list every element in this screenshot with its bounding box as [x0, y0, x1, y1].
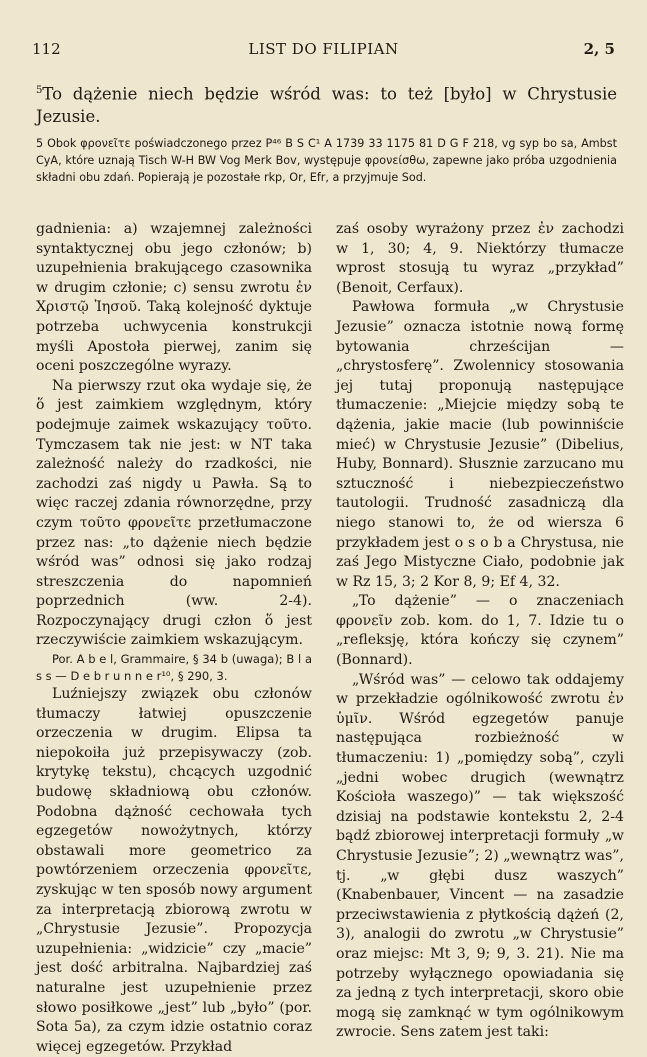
chapter-verse-reference: 2, 5 — [583, 40, 615, 58]
page-number: 112 — [32, 40, 61, 58]
paragraph: „Wśród was” — celowo tak oddajemy w przekładzie ogólnikowość zwrotu ἐν ὑμῖν. Wśród egzegetów panuje następująca rozbieżność w tłumaczeniu: 1) „pomiędzy sobą”, czyli „jedni wobec drugich (wewnątrz Kościoła waszego)” — tak większość dzisiaj na podstawie kontekstu 2, 2-4 bądź zbiorowej interpretacji formuły „w Chrystusie Jezusie”; 2) „wewnątrz was”, tj. „w głębi dusz waszych” (Knabenbauer, Vincent — na zasadzie przeciwstawienia z płytkością dążeń (2, 3), analogii do zwrotu „w Chrystusie” oraz miejsc: Mt 3, 9; 9, 3. 21). Nie ma potrzeby wyłącznego opowiadania się za jedną z tych interpretacji, skoro obie mogą się zamknąć w tym ogólnikowym zwrocie. Sens zatem jest taki: — [336, 671, 624, 1041]
paragraph: zaś osoby wyrażony przez ἐν zachodzi w 1, 30; 4, 9. Niektórzy tłumacze wprost stosują tu wyraz „przykład” (Benoit, Cerfaux). — [336, 221, 624, 296]
right-column — [336, 220, 624, 1043]
paragraph: Pawłowa formuła „w Chrystusie Jezusie” oznacza istotnie nową formę bytowania chrześcijan — „chrystosferę”. Zwolennicy stosowania jej tutaj proponują następujące tłumaczenie: „Miejcie między sobą te dążenia, jakie macie (lub powinniście mieć) w Chrystusie Jezusie” (Dibelius, Huby, Bonnard). Słusznie zarzucano mu sztuczność i niebezpieczeństwo tautologii. Trudność zasadniczą dla niego stanowi to, że od wiersza 6 przykładem jest o s o b a Chrystusa, nie zaś Jego Mistyczne Ciało, podobnie jak w Rz 15, 3; 2 Kor 8, 9; Ef 4, 32. — [336, 299, 624, 590]
paragraph: Na pierwszy rzut oka wydaje się, że ὅ jest zaimkiem względnym, który podejmuje zaimek wskazujący τοῦτο. Tymczasem tak nie jest: w NT taka zależność należy do rzadkości, nie zachodzi zaś nigdy u Pawła. Są to więc raczej zdania równorzędne, przy czym τοῦτο φρονεῖτε przetłumaczone przez nas: „to dążenie niech będzie wśród was” odnosi się jako rodzaj streszczenia do napomnień poprzednich (ww. 2-4). Rozpoczynający drugi człon ὅ jest rzeczywiście zaimkiem wskazującym. — [36, 377, 312, 649]
verse-text: To dążenie niech będzie wśród was: to też [było] w Chrystusie Jezusie. — [36, 84, 617, 126]
verse-number: 5 — [36, 85, 43, 96]
paragraph: „To dążenie” — o znaczeniach φρονεῖν zob. kom. do 1, 7. Idzie tu o „refleksję, która kończy się czynem” (Bonnard). — [336, 593, 624, 669]
reference-note: Por. A b e l, Grammaire, § 34 b (uwaga); B l a s s — D e b r u n n e r¹⁰, § 290, 3. — [36, 652, 312, 684]
paragraph: gadnienia: a) wzajemnej zależności syntaktycznej obu jego członów; b) uzupełnienia brakującego czasownika w drugim członie; c) sensu zwrotu ἐν Χριστῷ Ἰησοῦ. Taką kolejność dyktuje potrzeba uchwycenia konstrukcji myśli Apostoła pierwej, zanim się oceni poszczególne wyrazy. — [36, 221, 312, 375]
left-column — [36, 220, 312, 1057]
textual-criticism-note: 5 Obok φρονεῖτε poświadczonego przez P⁴⁶ B S C¹ A 1739 33 1175 81 D G F 218, vg syp bo sa, Ambst CyA, które uznają Tisch W-H BW Vog Merk Bov, występuje φρονείσθω, zapewne jako próba uzgodnienia składni obu zdań. Popierają je pozostałe rkp, Or, Efr, a przyjmuje Sod. — [36, 137, 617, 184]
paragraph: Luźniejszy związek obu członów tłumaczy łatwiej opuszczenie orzeczenia w drugim. Elipsa ta niepokoiła już przepisywaczy (zob. krytykę tekstu), chcących uzgodnić budowę składniową obu członów. Podobna dążność cechowała tych egzegetów nowożytnych, którzy obstawali more geometrico za powtórzeniem orzeczenia φρονεῖτε, zyskując w ten sposób nowy argument za interpretacją zbiorową zwrotu w „Chrystusie Jezusie”. Propozycja uzupełnienia: „widzicie” czy „macie” jest dość arbitralna. Najbardziej zaś naturalne jest uzupełnienie przez słowo posiłkowe „jest” lub „było” (por. Sota 5a), za czym idzie ostatnio coraz więcej egzegetów. Przykład — [36, 686, 312, 1055]
scripture-verse — [36, 80, 617, 128]
running-title: LIST DO FILIPIAN — [248, 40, 399, 58]
running-header — [32, 40, 615, 62]
